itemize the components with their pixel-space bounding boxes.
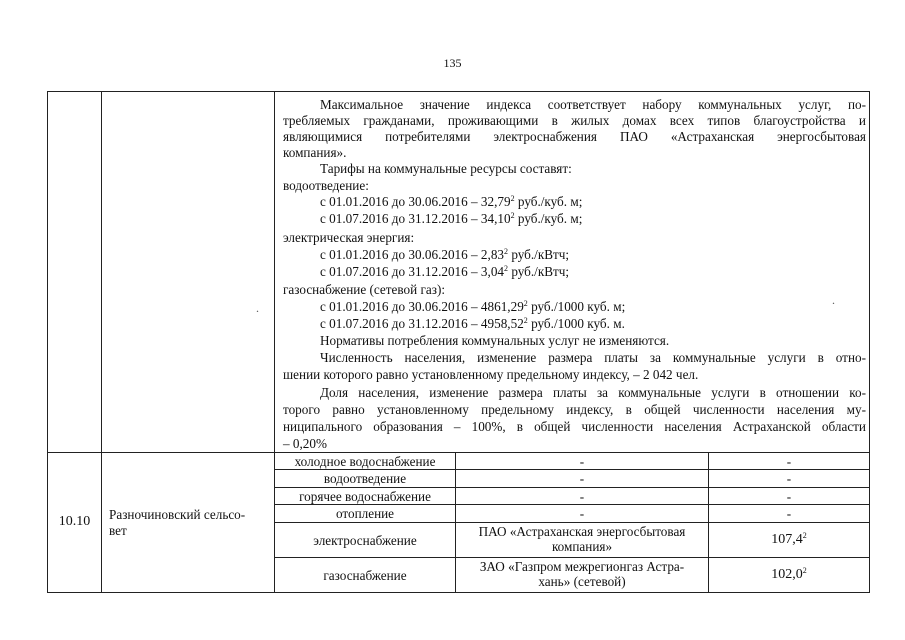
provider-name: -: [579, 489, 585, 504]
paragraph-line: торого равно установленному предельному индексу, в общей численности населения му-: [283, 402, 866, 417]
tariffs-intro: Тарифы на коммунальные ресурсы составят:: [320, 161, 572, 176]
provider-name: [456, 524, 708, 554]
paragraph-line: Доля населения, изменение размера платы за коммунальные услуги в отношении ко-: [320, 385, 866, 400]
provider-line: компания»: [551, 539, 613, 554]
row-sep: [274, 522, 870, 523]
provider-name: -: [579, 506, 585, 521]
section-water-disposal: водоотведение:: [283, 178, 369, 193]
service-name: водоотведение: [323, 471, 407, 486]
tariff-row: с 01.07.2016 до 31.12.2016 – 3,04$^2$ руб./кВтч;: [320, 264, 570, 279]
paragraph-line: Максимальное значение индекса соответствует набору коммунальных услуг, по-: [320, 97, 866, 112]
index-value: -: [786, 471, 792, 486]
table-border-bottom: [47, 592, 870, 593]
row-sep: [274, 504, 870, 505]
row-sep: [274, 557, 870, 558]
service-name: газоснабжение: [323, 568, 407, 583]
paragraph-line: являющимися потребителями электроснабжения ПАО «Астраханская энергосбытовая: [283, 129, 866, 144]
table-col-1: [101, 91, 102, 593]
norms-text: Нормативы потребления коммунальных услуг не изменяются.: [320, 333, 670, 348]
tariff-row: с 01.01.2016 до 30.06.2016 – 2,83$^2$ руб./кВтч;: [320, 247, 570, 262]
provider-line: хань» (сетевой): [538, 574, 626, 589]
paragraph-line: – 0,20%: [283, 436, 327, 451]
paragraph-line: шении которого равно установленному предельному индексу, – 2 042 чел.: [283, 367, 699, 382]
page-number: 135: [443, 56, 462, 70]
scan-speck: .: [832, 293, 835, 307]
index-value: -: [786, 489, 792, 504]
service-name: холодное водоснабжение: [294, 454, 436, 469]
provider-line: ЗАО «Газпром межрегионгаз Астра-: [479, 559, 685, 574]
provider-name: [456, 559, 708, 589]
section-gas: газоснабжение (сетевой газ):: [283, 282, 446, 297]
provider-name: -: [579, 454, 585, 469]
row-sep: [274, 469, 870, 470]
tariff-row: с 01.07.2016 до 31.12.2016 – 34,10$^2$ руб./куб. м;: [320, 211, 583, 226]
service-name: горячее водоснабжение: [299, 489, 431, 504]
scan-speck: .: [256, 301, 259, 315]
municipality-name-cont: вет: [109, 523, 127, 538]
municipality-name: Разночиновский сельсо-: [109, 507, 246, 522]
section-electricity: электрическая энергия:: [283, 230, 415, 245]
provider-line: ПАО «Астраханская энергосбытовая: [478, 524, 686, 539]
row-number: 10.10: [58, 514, 91, 529]
tariff-row: с 01.01.2016 до 30.06.2016 – 32,79$^2$ руб./куб. м;: [320, 194, 583, 209]
tariff-row: с 01.01.2016 до 30.06.2016 – 4861,29$^2$ руб./1000 куб. м;: [320, 299, 626, 314]
table-border-mid: [47, 452, 870, 453]
service-name: отопление: [335, 506, 395, 521]
paragraph-line: требляемых гражданами, проживающими в жилых домах всех типов благоустройства и: [283, 113, 866, 128]
index-value: -: [786, 454, 792, 469]
paragraph-line: компания».: [283, 145, 347, 160]
table-border-right: [869, 91, 870, 593]
index-value: 107,4$^2$: [771, 531, 807, 547]
provider-name: -: [579, 471, 585, 486]
service-name: электроснабжение: [313, 533, 417, 548]
row-sep: [274, 487, 870, 488]
index-value: 102,0$^2$: [771, 566, 807, 582]
tariff-row: с 01.07.2016 до 31.12.2016 – 4958,52$^2$ руб./1000 куб. м.: [320, 316, 625, 331]
index-value: -: [786, 506, 792, 521]
paragraph-line: Численность населения, изменение размера платы за коммунальные услуги в отно-: [320, 350, 866, 365]
paragraph-line: ниципального образования – 100%, в общей численности населения Астраханской области: [283, 419, 866, 434]
table-border-top: [47, 91, 870, 92]
